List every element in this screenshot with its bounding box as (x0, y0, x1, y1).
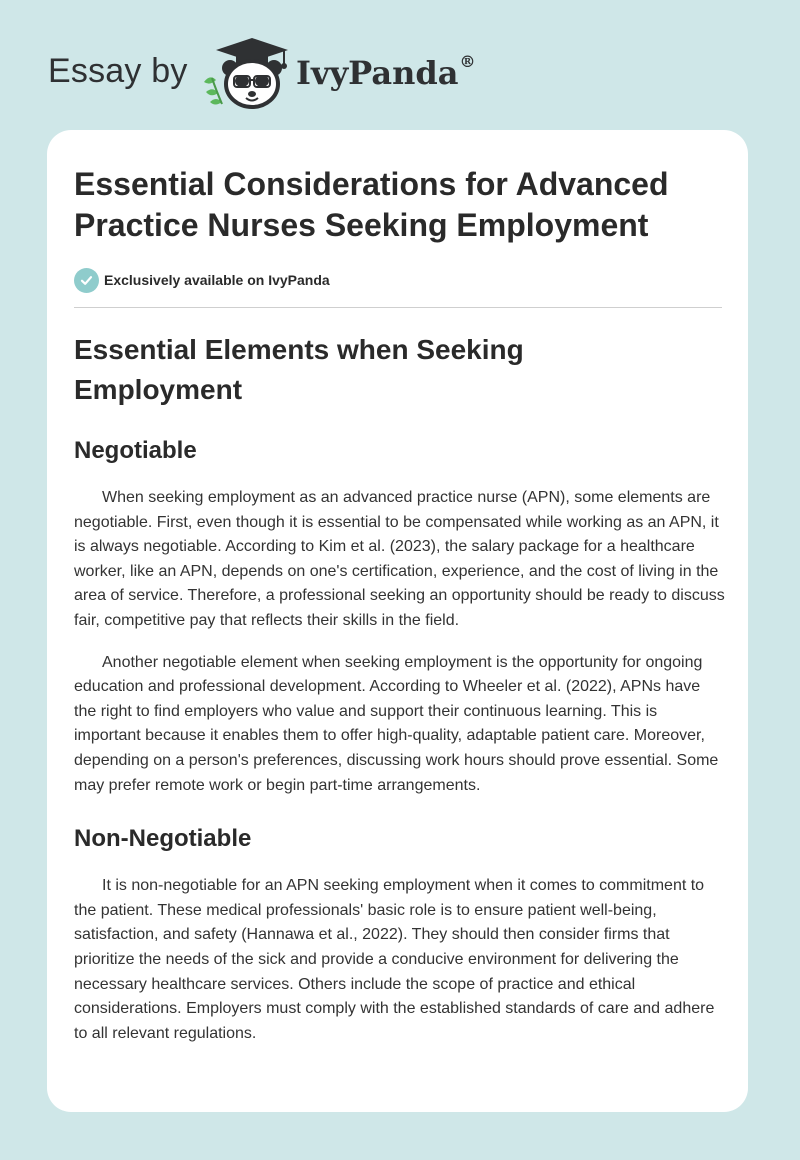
registered-mark: ® (459, 52, 476, 71)
brand-name[interactable] (296, 54, 475, 92)
paragraph: Another negotiable element when seeking employment is the opportunity for ongoing education and professional development. According to Wheeler et al. (2022), APNs have the right to find employers who value and support their continuous learning. This is important because it enables them to offer high-quality, adaptable patient care. Moreover, depending on a person's preferences, discussing work hours should prove essential. Some may prefer remote work or begin part-time arrangements. (74, 653, 719, 794)
subsection-heading-negotiable: Negotiable (74, 437, 197, 464)
brand-name-text: IvyPanda (296, 54, 459, 92)
document-title: Essential Considerations for Advanced Practice Nurses Seeking Employment (74, 166, 669, 243)
badge-text: Exclusively available on IvyPanda (104, 272, 330, 288)
essay-card (47, 130, 748, 1112)
brand-header (48, 34, 476, 114)
panda-logo-icon[interactable] (200, 34, 290, 110)
subsection-heading-non-negotiable: Non-Negotiable (74, 825, 252, 853)
exclusive-badge (74, 267, 722, 293)
brand-prefix: Essay by (48, 52, 188, 90)
section-heading: Essential Elements when Seeking Employment (74, 334, 524, 405)
paragraph: When seeking employment as an advanced practice nurse (APN), some elements are negotiable. First, even though it is essential to be compensated while working as an APN, it is always negotiable. According to Kim et al. (2023), the salary package for a healthcare worker, like an APN, depends on one's certification, experience, and the cost of living in the area of service. Therefore, a professional seeking an opportunity should be ready to discuss fair, competitive pay that reflects their skills in the field. (74, 489, 725, 629)
check-circle-icon (74, 268, 99, 293)
divider (74, 307, 722, 308)
paragraph: It is non-negotiable for an APN seeking employment when it comes to commitment to the patient. These medical professionals' basic role is to ensure patient well-being, satisfaction, and safety (Hannawa et al., 2022). They should then consider firms that prioritize the needs of the sick and provide a conducive environment for delivering the necessary healthcare services. Others include the scope of practice and ethical considerations. Employers must comply with the established standards of care and adhere to all relevant regulations. (74, 877, 715, 1042)
